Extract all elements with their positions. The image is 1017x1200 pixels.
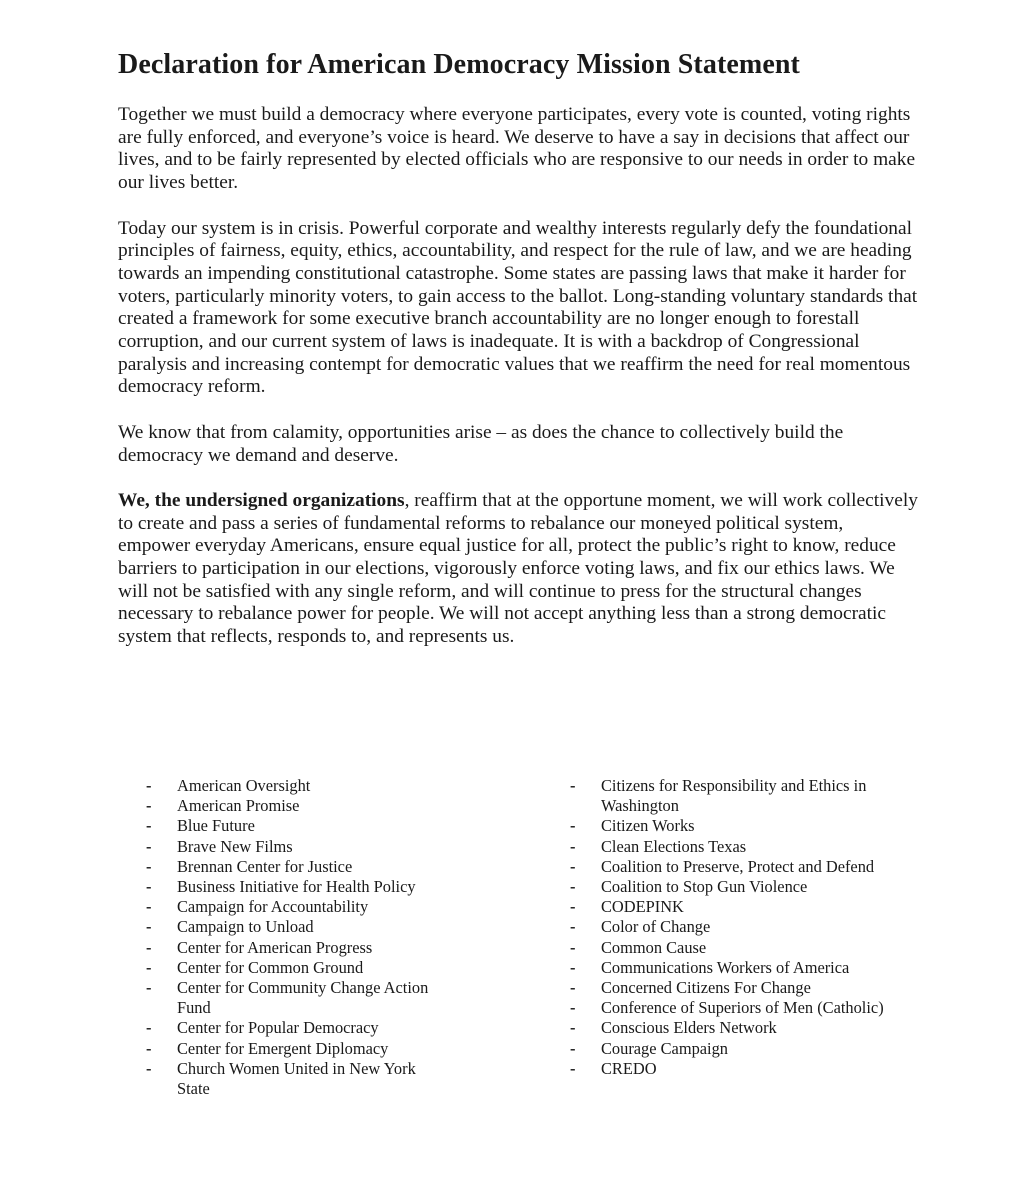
paragraph-intro: Together we must build a democracy where everyone participates, every vote is counted, voting rights are fully enforced, and everyone’s voice is heard. We deserve to have a say in decisions that affect our lives, and to be fairly represented by elected officials who are responsive to our needs in order to make our lives better. [118, 104, 916, 194]
signatory-name: Campaign for Accountability [177, 897, 369, 917]
bullet-dash: - [570, 816, 576, 836]
signatory-name: Coalition to Stop Gun Violence [601, 877, 808, 897]
signatory-name: Center for American Progress [177, 937, 373, 957]
signatory-name: Center for Common Ground [177, 957, 364, 977]
bullet-dash: - [146, 957, 152, 977]
signatory-name: CODEPINK [601, 897, 684, 917]
signatory-name: Common Cause [601, 937, 707, 957]
signatory-name: Business Initiative for Health Policy [177, 877, 416, 897]
signatory-name: Campaign to Unload [177, 917, 314, 937]
signatory-item [570, 1059, 890, 1079]
bullet-dash: - [146, 897, 152, 917]
undersigned-bold-text: We, the undersigned organizations [118, 489, 405, 511]
signatory-list-right [570, 776, 890, 1079]
document-title: Declaration for American Democracy Mission Statement [118, 49, 800, 80]
signatory-name: Coalition to Preserve, Protect and Defend [601, 856, 875, 876]
bullet-dash: - [570, 877, 576, 897]
signatory-name: Center for Popular Democracy [177, 1018, 379, 1038]
bullet-dash: - [146, 816, 152, 836]
signatory-name: Brave New Films [177, 836, 293, 856]
signatory-item [146, 978, 446, 1018]
signatory-name: Church Women United in New York State [177, 1058, 416, 1099]
paragraph-crisis: Today our system is in crisis. Powerful corporate and wealthy interests regularly defy the foundational principles of fairness, equity, ethics, accountability, and respect for the rule of law, and we are heading towards an impending constitutional catastrophe. Some states are passing laws that make it harder for voters, particularly minority voters, to gain access to the ballot. Long-standing voluntary standards that created a framework for some executive branch accountability are no longer enough to forestall corruption, and our current system of laws is inadequate. It is with a backdrop of Congressional paralysis and increasing contempt for democratic values that we reaffirm the need for real momentous democracy reform. [118, 217, 918, 398]
signatory-item [570, 917, 890, 937]
signatory-item [570, 1039, 890, 1059]
signatory-item [570, 837, 890, 857]
signatory-item [146, 837, 446, 857]
paragraph-reaffirm [118, 490, 918, 649]
bullet-dash: - [570, 1058, 576, 1078]
signatory-item [570, 938, 890, 958]
signatory-name: Center for Community Change Action Fund [177, 978, 429, 1018]
bullet-dash: - [570, 776, 576, 795]
signatory-item [570, 877, 890, 897]
signatory-item [146, 877, 446, 897]
signatory-name: Concerned Citizens For Change [601, 978, 811, 998]
signatory-item [570, 1018, 890, 1038]
signatory-item [146, 1018, 446, 1038]
signatory-name: Conscious Elders Network [601, 1018, 777, 1038]
signatory-item [570, 776, 890, 816]
signatory-list-left [146, 776, 446, 1099]
signatory-item [146, 938, 446, 958]
bullet-dash: - [146, 1058, 152, 1078]
signatory-name: Brennan Center for Justice [177, 856, 353, 876]
bullet-dash: - [146, 856, 152, 876]
signatory-item [146, 796, 446, 816]
signatory-item [146, 816, 446, 836]
bullet-dash: - [146, 836, 152, 856]
bullet-dash: - [146, 917, 152, 937]
bullet-dash: - [570, 1018, 576, 1038]
signatory-item [146, 897, 446, 917]
signatory-name: Color of Change [601, 917, 711, 937]
signatory-name: American Promise [177, 796, 300, 816]
signatory-name: Communications Workers of America [601, 957, 850, 977]
bullet-dash: - [570, 897, 576, 917]
signatory-item [570, 958, 890, 978]
signatory-item [570, 857, 890, 877]
bullet-dash: - [570, 937, 576, 957]
bullet-dash: - [570, 978, 576, 998]
bullet-dash: - [146, 796, 152, 816]
signatory-name: Citizen Works [601, 816, 695, 836]
signatory-item [570, 998, 890, 1018]
bullet-dash: - [570, 1038, 576, 1058]
signatory-name: Conference of Superiors of Men (Catholic) [601, 998, 884, 1018]
bullet-dash: - [570, 836, 576, 856]
signatory-item [570, 816, 890, 836]
signatory-name: Courage Campaign [601, 1038, 728, 1058]
signatory-item [146, 1039, 446, 1059]
bullet-dash: - [146, 1018, 152, 1038]
signatory-item [146, 917, 446, 937]
signatory-item [570, 897, 890, 917]
paragraph-reaffirm-text: , reaffirm that at the opportune moment, we will work collectively to create and pass a series of fundamental reforms to rebalance our moneyed political system, empower everyday Americans, ensure equal justice for all, protect the public’s right to know, reduce barriers to participation in our elections, vigorously enforce voting laws, and fix our ethics laws. We will not be satisfied with any single reform, and will continue to press for the structural changes necessary to rebalance power for people. We will not accept anything less than a strong democratic system that reflects, responds to, and represents us. [118, 489, 918, 648]
bullet-dash: - [570, 917, 576, 937]
bullet-dash: - [146, 877, 152, 897]
bullet-dash: - [570, 856, 576, 876]
bullet-dash: - [570, 998, 576, 1018]
signatory-item [146, 857, 446, 877]
signatory-name: Citizens for Responsibility and Ethics in Washington [601, 776, 867, 816]
signatory-name: Blue Future [177, 816, 255, 836]
signatory-item [570, 978, 890, 998]
bullet-dash: - [570, 957, 576, 977]
signatory-item [146, 1059, 446, 1099]
document-page [118, 48, 918, 1099]
bullet-dash: - [146, 937, 152, 957]
signatory-name: American Oversight [177, 776, 311, 795]
signatory-name: Clean Elections Texas [601, 836, 747, 856]
signatory-item [146, 776, 446, 796]
signatory-item [146, 958, 446, 978]
paragraph-opportunity: We know that from calamity, opportunities arise – as does the chance to collectively build the democracy we demand and deserve. [118, 421, 844, 466]
signatory-name: Center for Emergent Diplomacy [177, 1038, 389, 1058]
signatory-name: CREDO [601, 1058, 657, 1078]
bullet-dash: - [146, 978, 152, 998]
bullet-dash: - [146, 776, 152, 795]
bullet-dash: - [146, 1038, 152, 1058]
